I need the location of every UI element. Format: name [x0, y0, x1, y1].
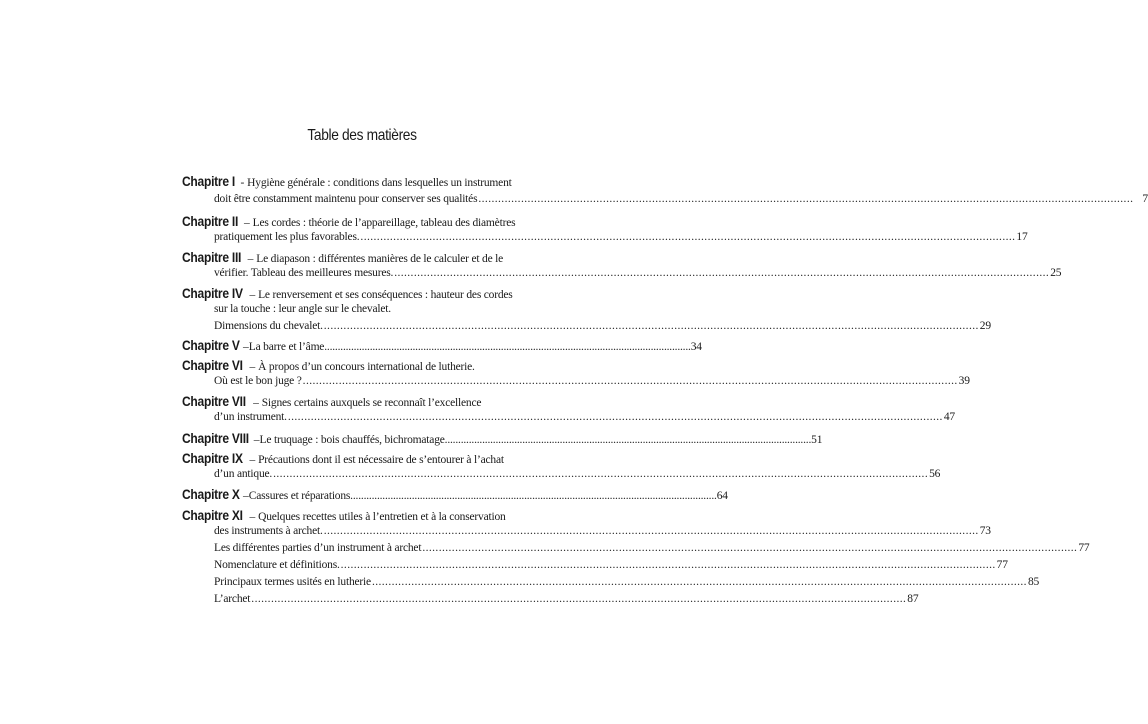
toc-line [214, 303, 518, 321]
dot-leader [273, 468, 928, 480]
page-number: 56 [929, 468, 941, 480]
chapter-separator: – [246, 361, 259, 373]
chapter-label: Chapitre III [182, 249, 242, 265]
toc-entry-heading [182, 357, 518, 377]
dot-leader [478, 193, 1133, 205]
chapter-label: Chapitre IX [182, 450, 243, 466]
chapter-description: À propos d’un concours international de lutherie. [258, 361, 475, 373]
dot-leader [394, 267, 1049, 279]
chapter-description: La barre et l’âme. [248, 341, 327, 353]
toc-line [214, 468, 941, 486]
dot-leader [251, 593, 906, 605]
toc-line [214, 559, 1008, 577]
toc-entry-heading [182, 337, 702, 357]
chapter-description: Le renversement et ses conséquences : hauteur des cordes [258, 289, 513, 301]
page-title: Table des matières [307, 127, 417, 144]
toc-entry-heading [182, 213, 518, 233]
toc-line-text: pratiquement les plus favorables. [214, 231, 360, 243]
page-number: 34 [690, 341, 702, 353]
chapter-description: Précautions dont il est nécessaire de s’entourer à l’achat [258, 454, 504, 466]
toc-entry-heading [182, 486, 728, 506]
toc-line-text: des instruments à archet. [214, 525, 323, 537]
chapter-label: Chapitre V [182, 337, 240, 353]
chapter-separator: – [244, 253, 257, 265]
dot-leader [360, 231, 1015, 243]
toc-entry-chapitre-6[interactable] [182, 357, 970, 387]
toc-line [214, 542, 1090, 560]
dot-leader [341, 559, 996, 571]
toc-entry-heading [182, 393, 518, 413]
toc-line-text: Nomenclature et définitions. [214, 559, 340, 571]
toc-line [214, 525, 991, 543]
toc-line [214, 576, 1040, 594]
chapter-label: Chapitre VI [182, 357, 243, 373]
toc-line [214, 320, 991, 338]
toc-line [214, 267, 1062, 285]
toc-entry-chapitre-9[interactable] [182, 450, 941, 480]
toc-line [214, 375, 970, 393]
chapter-description: Quelques recettes utiles à l’entretien et à la conservation [258, 511, 506, 523]
toc-entry-chapitre-7[interactable] [182, 393, 955, 423]
chapter-separator: – [246, 511, 259, 523]
toc-entry-heading [182, 507, 518, 527]
page-number: 77 [1078, 542, 1090, 554]
chapter-separator: – [246, 289, 259, 301]
toc-entry-chapitre-4[interactable] [182, 285, 991, 332]
page-number: 39 [958, 375, 970, 387]
toc-line [214, 231, 1028, 249]
toc-line [214, 411, 955, 429]
chapter-label: Chapitre II [182, 213, 239, 229]
chapter-separator: – [253, 434, 260, 446]
dot-leader: ........................................................................................................................................ [447, 434, 812, 446]
toc-line-text: Où est le bon juge ? [214, 375, 302, 387]
toc-entry-heading [182, 249, 518, 269]
toc-line [214, 593, 919, 611]
toc-entry-chapitre-3[interactable] [182, 249, 1062, 279]
chapter-description: Signes certains auxquels se reconnaît l’excellence [261, 397, 482, 409]
toc-line-text: Principaux termes usités en lutherie [214, 576, 371, 588]
toc-entry-chapitre-2[interactable] [182, 213, 1028, 243]
toc-entry-chapitre-10[interactable] [182, 486, 728, 506]
chapter-description: Le truquage : bois chauffés, bichromatage. [259, 434, 448, 446]
page-number: 7 [1142, 193, 1148, 205]
toc-line-text: L’archet [214, 593, 251, 605]
dot-leader [422, 542, 1077, 554]
chapter-description: Les cordes : théorie de l’appareillage, tableau des diamètres [252, 217, 516, 229]
page-number: 29 [979, 320, 991, 332]
chapter-separator: – [243, 341, 249, 353]
dot-leader: ........................................................................................................................................ [326, 341, 691, 353]
dot-leader [324, 320, 979, 332]
page-number: 25 [1050, 267, 1062, 279]
page-number: 73 [979, 525, 991, 537]
page-number: 51 [811, 434, 823, 446]
toc-entry-heading [182, 285, 518, 305]
chapter-label: Chapitre VII [182, 393, 246, 409]
toc-entry-heading [182, 450, 518, 470]
toc-entry-heading [182, 173, 518, 193]
dot-leader: ........................................................................................................................................ [352, 490, 717, 502]
toc-entry-chapitre-1[interactable] [182, 173, 1148, 205]
chapter-description: Cassures et réparations. [248, 490, 353, 502]
chapter-label: Chapitre I [182, 173, 235, 189]
dot-leader [324, 525, 979, 537]
dot-leader [303, 375, 958, 387]
chapter-label: Chapitre X [182, 486, 240, 502]
toc-line-text: doit être constamment maintenu pour conserver ses qualités [214, 193, 478, 205]
toc-line-text: d’un antique. [214, 468, 273, 480]
chapter-separator: – [241, 217, 253, 229]
toc-entry-chapitre-8[interactable] [182, 430, 823, 450]
dot-leader [372, 576, 1027, 588]
chapter-description: Hygiène générale : conditions dans lesquelles un instrument [247, 177, 512, 189]
page-number: 64 [716, 490, 728, 502]
page-number: 77 [996, 559, 1008, 571]
page-number: 85 [1027, 576, 1040, 588]
chapter-description: Le diapason : différentes manières de le calculer et de le [256, 253, 504, 265]
toc-entry-chapitre-11[interactable] [182, 507, 1090, 605]
toc-line-text: Les différentes parties d’un instrument à archet [214, 542, 422, 554]
toc-entry-chapitre-5[interactable] [182, 337, 702, 357]
toc-line-text: sur la touche : leur angle sur le chevalet. [214, 303, 391, 315]
page-number: 47 [943, 411, 955, 423]
chapter-label: Chapitre XI [182, 507, 243, 523]
toc-line-text: Dimensions du chevalet. [214, 320, 323, 332]
page-number: 17 [1016, 231, 1028, 243]
page-number: 87 [907, 593, 919, 605]
toc-line-text: d’un instrument. [214, 411, 287, 423]
chapter-label: Chapitre VIII [182, 430, 249, 446]
toc-line-text: vérifier. Tableau des meilleures mesures. [214, 267, 394, 279]
dot-leader [288, 411, 943, 423]
chapter-label: Chapitre IV [182, 285, 243, 301]
toc-entry-heading [182, 430, 823, 450]
chapter-separator: – [243, 490, 249, 502]
chapter-separator: – [246, 454, 259, 466]
toc-line [214, 193, 1148, 211]
chapter-separator: – [250, 397, 262, 409]
chapter-separator: - [237, 177, 248, 189]
